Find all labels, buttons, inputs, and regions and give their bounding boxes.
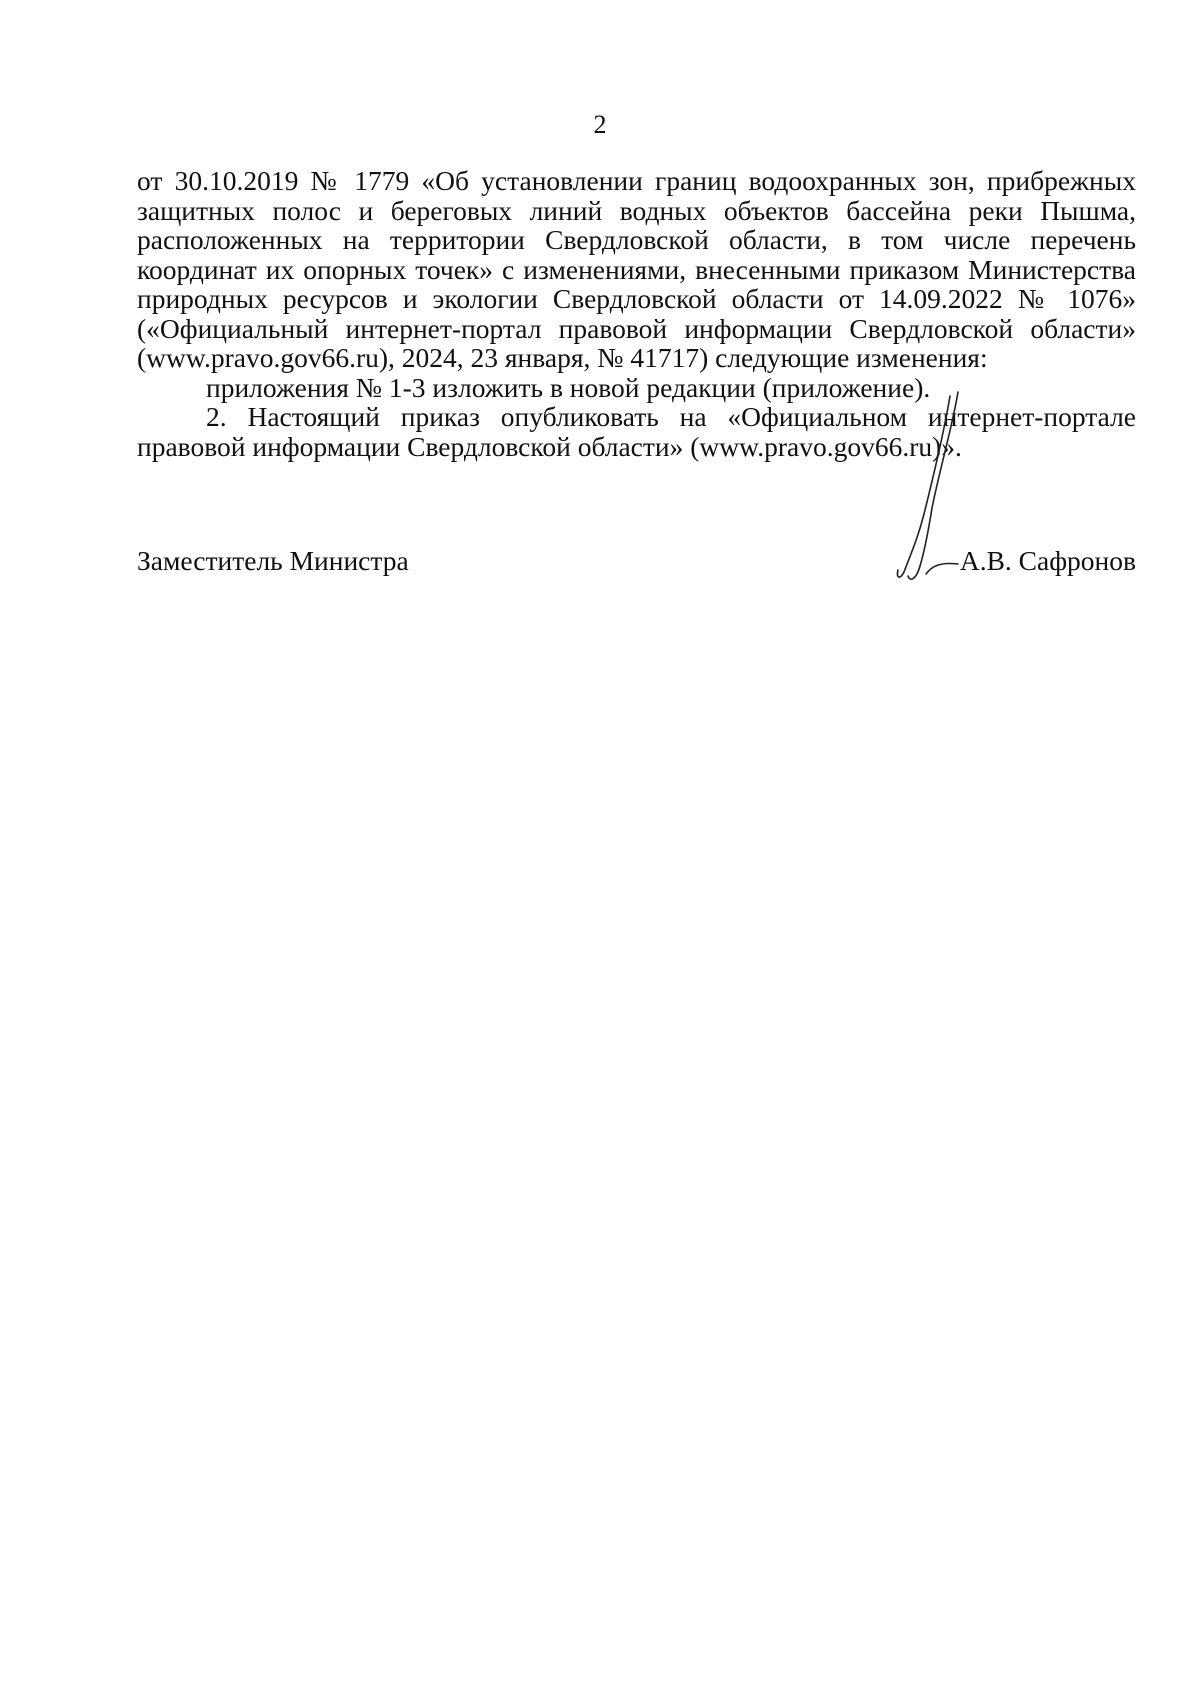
signatory-name: А.В. Сафронов <box>959 545 1136 576</box>
page-number: 2 <box>593 110 607 139</box>
signature-block <box>137 546 1136 586</box>
signatory-position: Заместитель Министра <box>137 545 409 576</box>
appendix-change-paragraph: приложения № 1-3 изложить в новой редакции (приложение). <box>206 371 931 403</box>
amendment-reference-paragraph: от 30.10.2019 № 1779 «Об установлении границ водоохранных зон, прибрежных защитных полос и береговых линий водных объектов бассейна реки Пышма, расположенных на территории Свердловской области, в том числе перечень координат их опорных точек» с изменениями, внесенными приказом Министерства природных ресурсов и экологии Свердловской области от 14.09.2022 № 1076» («Официальный интернет-портал правовой информации Свердловской области» (www.pravo.gov66.ru), 2024, 23 января, № 41717) следующие изменения: <box>137 165 1136 373</box>
document-body <box>137 166 1136 461</box>
publication-clause-paragraph: 2. Настоящий приказ опубликовать на «Официальном интернет-портале правовой информации Свердловской области» (www.pravo.gov66.ru)». <box>137 401 1136 462</box>
